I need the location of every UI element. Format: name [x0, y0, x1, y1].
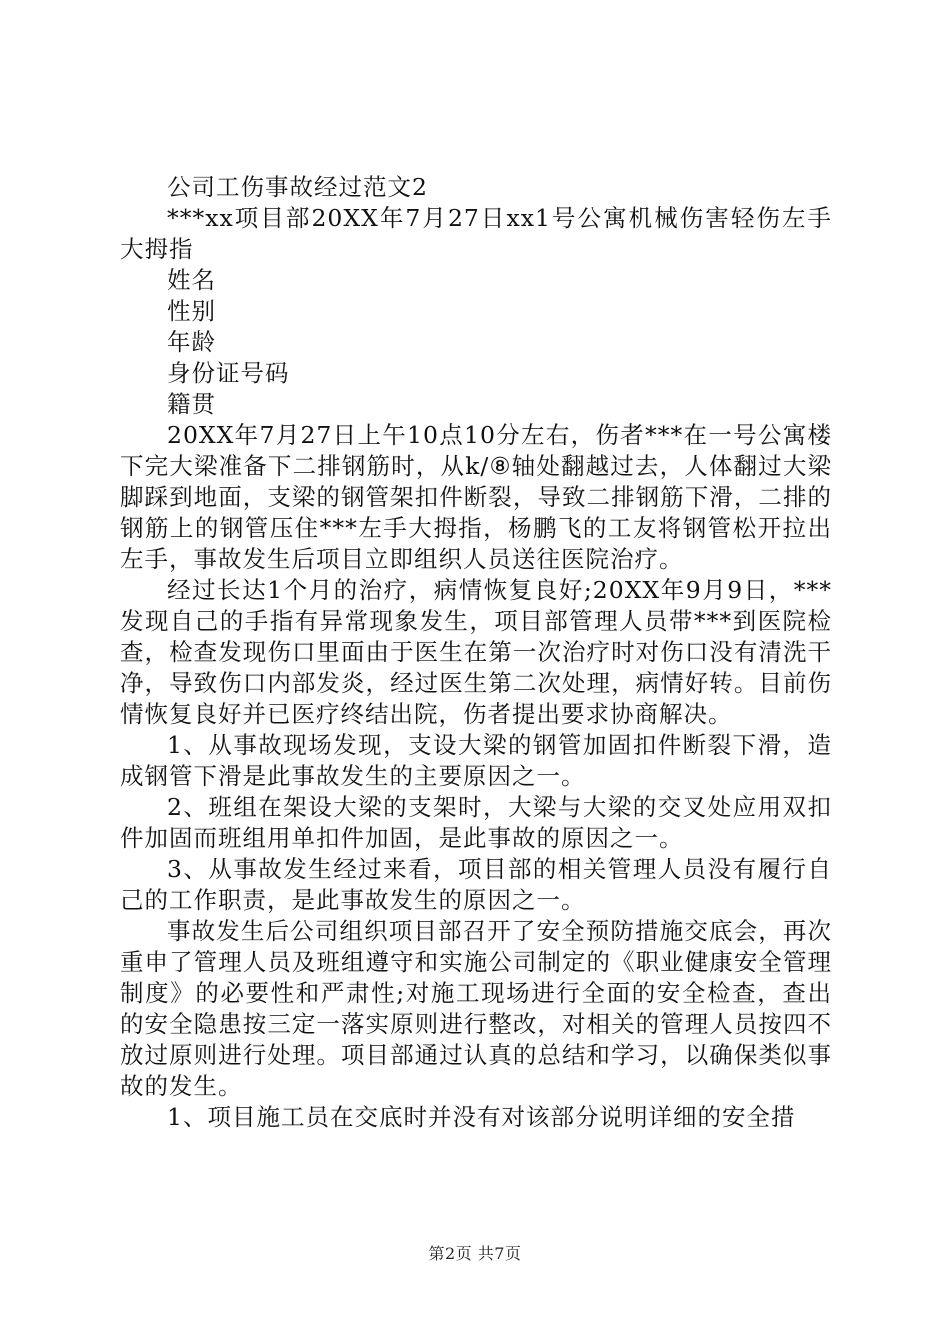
field-name-label: 姓名: [167, 266, 216, 294]
lesson-item-1: 1、项目施工员在交底时并没有对该部分说明详细的安全措: [167, 1103, 796, 1131]
page-number-footer: 第2页 共7页: [428, 1244, 522, 1263]
field-gender-label: 性别: [167, 297, 216, 325]
measures-paragraph: 事故发生后公司组织项目部召开了安全预防措施交底会，再次重申了管理人员及班组遵守和实施公司制定的《职业健康安全管理制度》的必要性和严肃性;对施工现场进行全面的安全检查，查出的安全隐患按三定一落实原则进行整改，对相关的管理人员按四不放过原则进行处理。项目部通过认真的总结和学习，以确保类似事故的发生。: [120, 917, 832, 1100]
document-title: 公司工伤事故经过范文2: [167, 173, 428, 201]
cause-item-3: 3、从事故发生经过来看，项目部的相关管理人员没有履行自己的工作职责，是此事故发生的原因之一。: [120, 855, 832, 914]
field-id-number-label: 身份证号码: [167, 359, 290, 387]
field-age-label: 年龄: [167, 328, 216, 356]
cause-item-1: 1、从事故现场发现，支设大梁的钢管加固扣件断裂下滑，造成钢管下滑是此事故发生的主要原因之一。: [120, 731, 832, 790]
incident-summary: ***xx项目部20XX年7月27日xx1号公寓机械伤害轻伤左手大拇指: [120, 204, 832, 263]
document-body: [120, 172, 832, 1133]
field-hometown-label: 籍贯: [167, 390, 216, 418]
cause-item-2: 2、班组在架设大梁的支架时，大梁与大梁的交叉处应用双扣件加固而班组用单扣件加固，是此事故的原因之一。: [120, 793, 832, 852]
treatment-paragraph: 经过长达1个月的治疗，病情恢复良好;20XX年9月9日，***发现自己的手指有异常现象发生，项目部管理人员带***到医院检查，检查发现伤口里面由于医生在第一次治疗时对伤口没有清洗干净，导致伤口内部发炎，经过医生第二次处理，病情好转。目前伤情恢复良好并已医疗终结出院，伤者提出要求协商解决。: [120, 576, 832, 728]
incident-description-paragraph: 20XX年7月27日上午10点10分左右，伤者***在一号公寓楼下完大梁准备下二排钢筋时，从k/⑧轴处翻越过去，人体翻过大梁脚踩到地面，支梁的钢管架扣件断裂，导致二排钢筋下滑，二排的钢筋上的钢管压住***左手大拇指，杨鹏飞的工友将钢管松开拉出左手，事故发生后项目立即组织人员送往医院治疗。: [120, 421, 832, 573]
